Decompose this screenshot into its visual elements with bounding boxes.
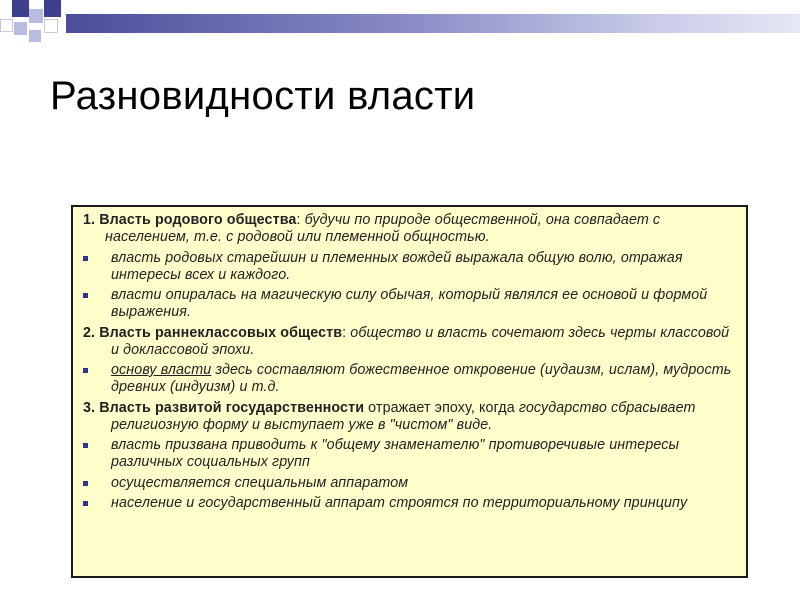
bullet-square-icon <box>83 501 88 506</box>
item-text: здесь составляют божественное откровение (иудаизм, ислам), мудрость древних (индуизм) и т.д. <box>111 362 732 395</box>
header-decor-square <box>14 22 27 35</box>
item-text: власть призвана приводить к "общему знаменателю" противоречивые интересы различных социальных групп <box>111 437 680 470</box>
item-separator: : <box>342 324 351 341</box>
bullet-square-icon <box>83 293 88 298</box>
header-decor-square <box>44 19 58 33</box>
item-text: осуществляется специальным аппаратом <box>111 474 409 491</box>
header-decor-square <box>29 30 41 42</box>
header-gradient-bar <box>66 14 800 33</box>
list-item <box>83 362 734 396</box>
item-heading: 3. Власть развитой государственности <box>83 399 365 416</box>
bullet-square-icon <box>83 481 88 486</box>
item-text: население и государственный аппарат строятся по территориальному принципу <box>111 495 688 511</box>
list-item <box>83 212 734 246</box>
content-box <box>71 205 748 578</box>
list-item <box>83 437 734 471</box>
bullet-square-icon <box>83 368 88 373</box>
item-text: общество и власть сочетают здесь черты классовой и доклассовой эпохи. <box>111 324 730 358</box>
header-decor-square <box>29 9 43 23</box>
item-heading: 1. Власть родового общества <box>83 212 297 228</box>
list-item <box>83 325 734 359</box>
item-text: государство сбрасывает религиозную форму и выступает уже в "чистом" виде. <box>111 399 696 433</box>
list-item <box>83 250 734 284</box>
item-text: власти опиралась на магическую силу обычая, который являлся ее основой и формой выражения. <box>111 287 708 320</box>
slide-title: Разновидности власти <box>50 74 476 118</box>
item-mid-text: отражает эпоху, когда <box>364 399 519 416</box>
item-underlined-text: основу власти <box>111 362 212 378</box>
bullet-square-icon <box>83 443 88 448</box>
item-text: власть родовых старейшин и племенных вождей выражала общую волю, отражая интересы всех и каждого. <box>111 249 683 283</box>
list-item <box>83 475 734 492</box>
header-decor-square <box>12 0 29 17</box>
list-item <box>83 400 734 434</box>
item-separator: : <box>296 212 305 228</box>
list-item <box>83 495 734 512</box>
list-item <box>83 287 734 321</box>
bullet-square-icon <box>83 256 88 261</box>
header-decor-square <box>0 19 13 32</box>
item-text: будучи по природе общественной, она совпадает с населением, т.е. с родовой или племенной общностью. <box>105 212 661 245</box>
item-heading: 2. Власть раннеклассовых обществ <box>83 324 343 341</box>
header-decor-square <box>44 0 61 17</box>
